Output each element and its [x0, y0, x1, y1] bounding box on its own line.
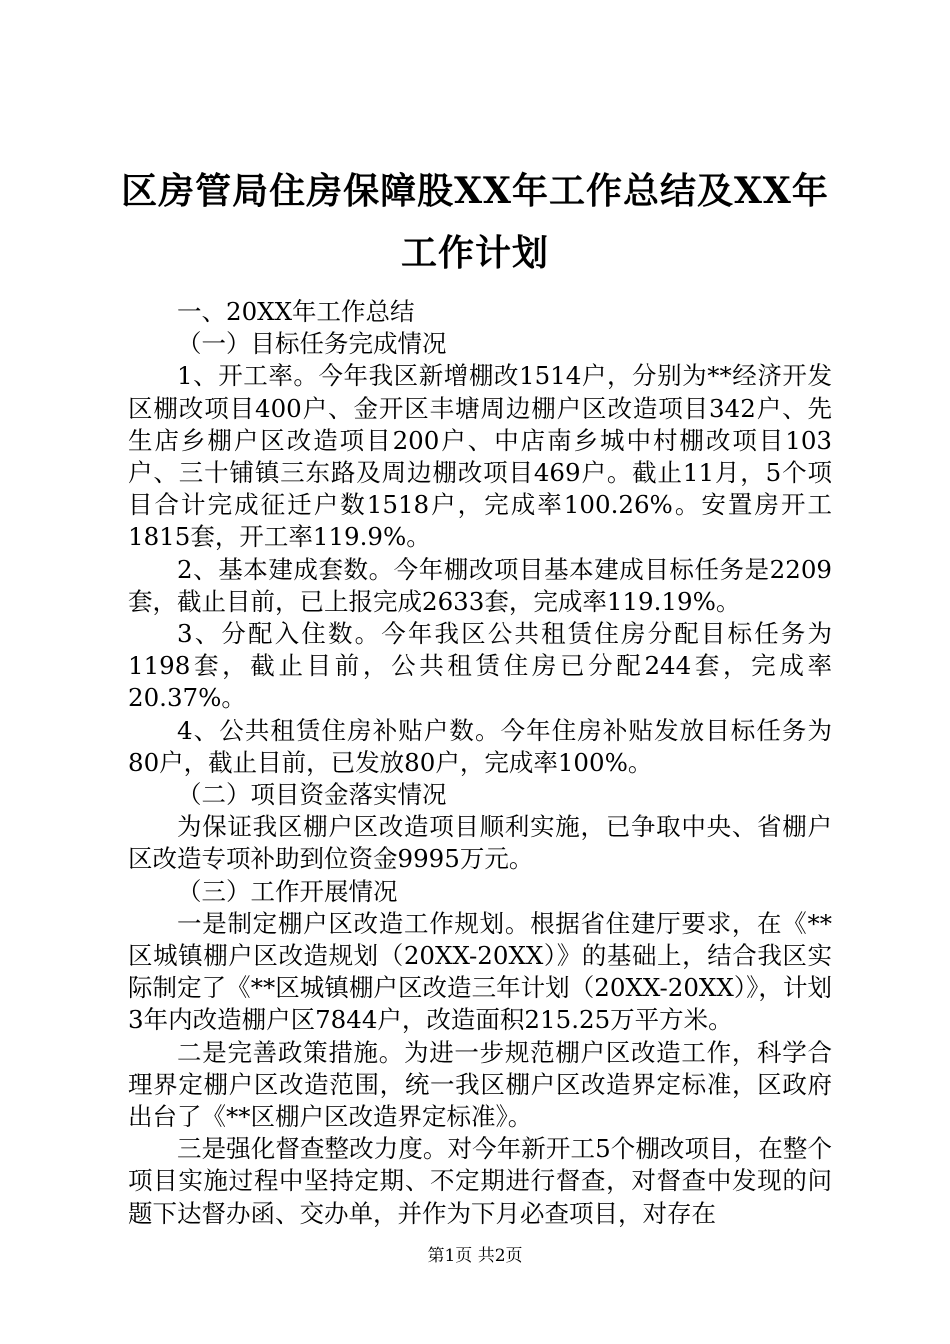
- document-body: [128, 296, 832, 1230]
- paragraph-funding: 为保证我区棚户区改造项目顺利实施，已争取中央、省棚户区改造专项补助到位资金9995万元。: [128, 812, 832, 874]
- subsection-heading-3: （三）工作开展情况: [177, 876, 398, 906]
- subsection-heading-1: （一）目标任务完成情况: [177, 329, 447, 359]
- paragraph-planning: 一是制定棚户区改造工作规划。根据省住建厅要求，在《**区城镇棚户区改造规划（20XX-20XX）》的基础上，结合我区实际制定了《**区城镇棚户区改造三年计划（20XX-20XX）》，计划3年内改造棚户区7844户，改造面积215.25万平方米。: [128, 908, 832, 1035]
- paragraph-supervision: 三是强化督查整改力度。对今年新开工5个棚改项目，在整个项目实施过程中坚持定期、不定期进行督查，对督查中发现的问题下达督办函、交办单，并作为下月必查项目，对存在: [128, 1134, 832, 1228]
- subsection-heading-2: （二）项目资金落实情况: [177, 780, 447, 810]
- section-heading-1: 一、20XX年工作总结: [177, 297, 415, 326]
- paragraph-policy: 二是完善政策措施。为进一步规范棚户区改造工作，科学合理界定棚户区改造范围，统一我区棚户区改造界定标准，区政府出台了《**区棚户区改造界定标准》。: [128, 1037, 832, 1132]
- paragraph-item-4: 4、公共租赁住房补贴户数。今年住房补贴发放目标任务为80户，截止目前，已发放80户，完成率100%。: [128, 715, 832, 777]
- page-footer: 第1页 共2页: [427, 1246, 523, 1266]
- paragraph-item-3: 3、分配入住数。今年我区公共租赁住房分配目标任务为1198套，截止目前，公共租赁住房已分配244套，完成率20.37%。: [128, 619, 832, 713]
- paragraph-item-2: 2、基本建成套数。今年棚改项目基本建成目标任务是2209套，截止目前，已上报完成2633套，完成率119.19%。: [128, 554, 832, 616]
- paragraph-item-1: 1、开工率。今年我区新增棚改1514户，分别为**经济开发区棚改项目400户、金开区丰塘周边棚户区改造项目342户、先生店乡棚户区改造项目200户、中店南乡城中村棚改项目103户、三十铺镇三东路及周边棚改项目469户。截止11月，5个项目合计完成征迁户数1518户，完成率100.26%。安置房开工1815套，开工率119.9%。: [128, 361, 832, 552]
- document-title: 区房管局住房保障股XX年工作总结及XX年工作计划: [121, 170, 829, 274]
